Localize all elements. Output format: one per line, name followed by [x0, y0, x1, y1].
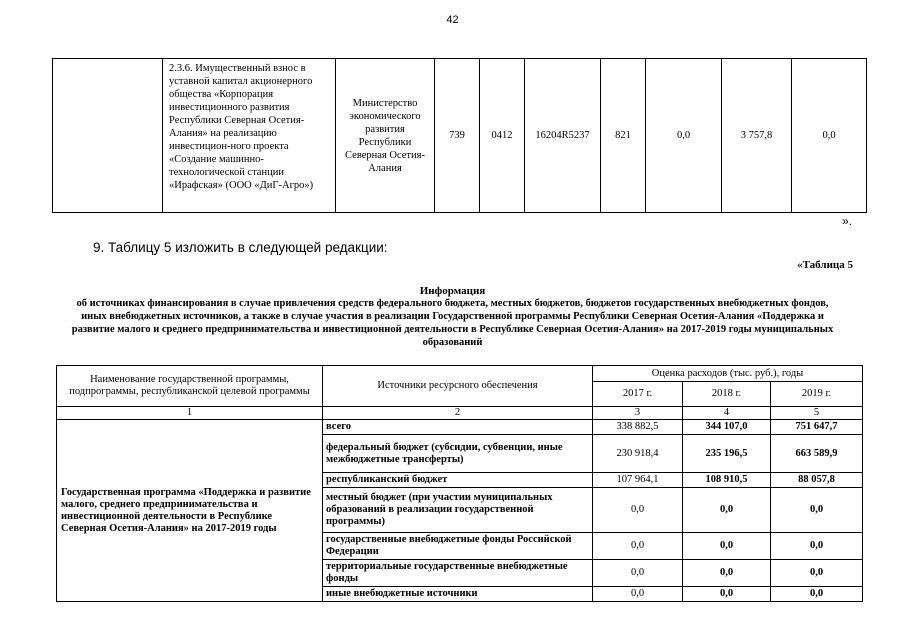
- col-number: 4: [683, 407, 771, 420]
- header-sources: Источники ресурсного обеспечения: [323, 366, 593, 407]
- empty-cell: [53, 59, 163, 213]
- source-label: иные внебюджетные источники: [323, 587, 593, 602]
- value-2019: 0,0: [771, 560, 863, 587]
- value-2017: 0,0: [593, 587, 683, 602]
- value-2018: 108 910,5: [683, 473, 771, 488]
- item-9-text: 9. Таблицу 5 изложить в следующей редакции:: [93, 240, 388, 255]
- vr-code: 821: [601, 59, 646, 213]
- value-2018: 0,0: [683, 560, 771, 587]
- value-2017: 0,0: [593, 533, 683, 560]
- table-caption: «Таблица 5: [797, 259, 853, 271]
- table-row: [53, 59, 867, 213]
- value-2017: 107 964,1: [593, 473, 683, 488]
- source-label: государственные внебюджетные фонды Российской Федерации: [323, 533, 593, 560]
- program-name: Государственная программа «Поддержка и развитие малого, среднего предпринимательства и инвестиционной деятельности в Республике Северная Осетия-Алания» на 2017-2019 годы: [57, 420, 323, 602]
- value-2017: 0,0: [646, 59, 722, 213]
- value-2018: 344 107,0: [683, 420, 771, 435]
- source-label: федеральный бюджет (субсидии, субвенции, иные межбюджетные трансферты): [323, 435, 593, 473]
- event-description: 2.3.6. Имущественный взнос в уставной капитал акционерного общества «Корпорация инвестиционного развития Республики Северная Осетия-Алания» на реализацию инвестицион-ного проекта «Создание машинно-технологической станции «Ирафская» (ООО «ДиГ-Агро»): [163, 59, 336, 213]
- value-2019: 751 647,7: [771, 420, 863, 435]
- table-row: [57, 420, 863, 435]
- value-2017: 0,0: [593, 560, 683, 587]
- header-estimate: Оценка расходов (тыс. руб.), годы: [593, 366, 863, 382]
- source-label: всего: [323, 420, 593, 435]
- responsible-ministry: Министерство экономического развития Республики Северная Осетия-Алания: [336, 59, 435, 213]
- value-2018: 3 757,8: [722, 59, 792, 213]
- source-label: республиканский бюджет: [323, 473, 593, 488]
- header-year-2019: 2019 г.: [771, 382, 863, 407]
- value-2017: 230 918,4: [593, 435, 683, 473]
- funding-sources-table: [56, 365, 863, 602]
- value-2018: 0,0: [683, 587, 771, 602]
- source-label: местный бюджет (при участии муниципальных образований в реализации государственной программы): [323, 488, 593, 533]
- csr-code: 16204R5237: [525, 59, 601, 213]
- expenditure-table-fragment: [52, 58, 867, 213]
- source-label: территориальные государственные внебюджетные фонды: [323, 560, 593, 587]
- value-2018: 0,0: [683, 488, 771, 533]
- value-2017: 338 882,5: [593, 420, 683, 435]
- value-2019: 0,0: [771, 533, 863, 560]
- column-number-row: [57, 407, 863, 420]
- col-number: 1: [57, 407, 323, 420]
- header-program: Наименование государственной программы, подпрограммы, республиканской целевой программы: [57, 366, 323, 407]
- value-2019: 663 589,9: [771, 435, 863, 473]
- grbs-code: 739: [435, 59, 480, 213]
- value-2019: 88 057,8: [771, 473, 863, 488]
- value-2018: 0,0: [683, 533, 771, 560]
- value-2019: 0,0: [771, 587, 863, 602]
- table-header-row: [57, 366, 863, 382]
- info-description: об источниках финансирования в случае привлечения средств федерального бюджета, местных бюджетов, бюджетов государственных внебюджетных фондов, иных внебюджетных источников, а также в случае участия в реализации Государственной программы Республики Северная Осетия-Алания «Поддержка и развитие малого и среднего предпринимательства и инвестиционной деятельности в Республике Северная Осетия-Алания» на 2017-2019 годы муниципальных образований: [71, 298, 834, 348]
- info-title: Информация: [419, 285, 486, 297]
- value-2019: 0,0: [792, 59, 867, 213]
- page-number: 42: [446, 14, 459, 26]
- value-2017: 0,0: [593, 488, 683, 533]
- header-year-2017: 2017 г.: [593, 382, 683, 407]
- col-number: 2: [323, 407, 593, 420]
- value-2019: 0,0: [771, 488, 863, 533]
- header-year-2018: 2018 г.: [683, 382, 771, 407]
- col-number: 3: [593, 407, 683, 420]
- rzpr-code: 0412: [480, 59, 525, 213]
- col-number: 5: [771, 407, 863, 420]
- value-2018: 235 196,5: [683, 435, 771, 473]
- closing-quote: ».: [842, 214, 853, 228]
